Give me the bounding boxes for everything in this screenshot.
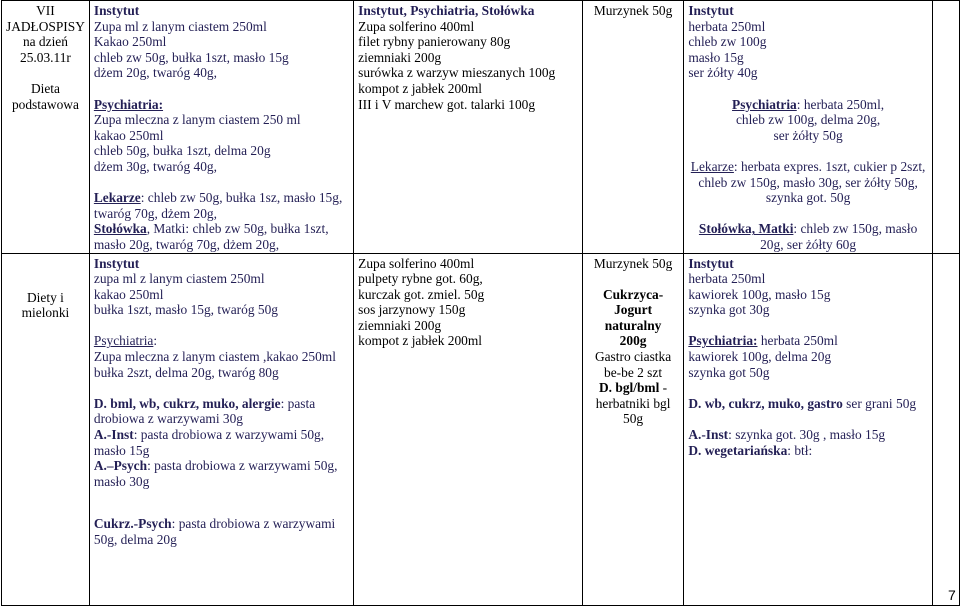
section-heading: Stołówka [93, 221, 147, 237]
menu-line: 50g [623, 411, 644, 427]
menu-line: Murzynek 50g [593, 255, 673, 271]
menu-line: Stołówka, Matki: chleb zw 150g, masło 20g, ser żółty 60g [698, 221, 918, 252]
menu-line: kurczak got. zmiel. 50g [358, 286, 485, 302]
menu-line: masło 15g [688, 49, 744, 65]
section-heading: Cukrz.-Psych [93, 516, 172, 532]
menu-line: zupa ml z lanym ciastem 250ml [93, 271, 265, 287]
section-heading: D. wegetariańska [688, 442, 788, 458]
lunch-cell [354, 1, 583, 254]
menu-line: masło 20g, twaróg 70g, dżem 20g, [93, 236, 280, 252]
diet-label-line: mielonki [21, 305, 70, 321]
day-label-line: 25.03.11r [20, 49, 71, 65]
psychiatria-block [688, 97, 928, 253]
menu-line: kompot z jabłek 200ml [358, 333, 482, 349]
menu-line: 200g [619, 333, 647, 349]
spacer-cell [932, 253, 959, 605]
menu-line: kompot z jabłek 200ml [358, 80, 482, 96]
section-heading: Instytut [93, 255, 140, 271]
menu-line: Cukrz.-Psych: pasta drobiowa z warzywami 50g, delma 20g [93, 516, 336, 547]
menu-line: Zupa mleczna z lanym ciastem 250 ml [93, 112, 301, 128]
menu-line: be-be 2 szt [604, 364, 663, 380]
section-heading: Instytut, Psychiatria, Stołówka [358, 3, 535, 18]
menu-line: Gastro ciastka [594, 349, 672, 365]
day-label-line: na dzień [22, 34, 68, 50]
menu-line: bułka 1szt, masło 15g, twaróg 50g [93, 302, 278, 318]
menu-line: Zupa solferino 400ml [358, 18, 475, 34]
lunch-diet-cell [354, 253, 583, 605]
menu-line: Zupa solferino 400ml [358, 255, 475, 271]
menu-line: Psychiatria: herbata 250ml, [732, 96, 885, 112]
menu-line: kakao 250ml [93, 286, 164, 302]
day-label-line: VII [36, 3, 55, 18]
spacer-cell [932, 1, 959, 254]
table-row [2, 1, 960, 254]
menu-line: Jogurt [614, 302, 653, 318]
menu-line: herbata 250ml [688, 18, 766, 34]
diet-label-line: podstawowa [11, 96, 79, 112]
section-heading: Psychiatria: [93, 96, 164, 112]
section-heading: Lekarze [690, 158, 734, 174]
section-heading: A.–Psych [93, 458, 148, 474]
day-label-line: JADŁOSPISY [6, 18, 85, 34]
menu-line: ser żółty 40g [688, 65, 758, 81]
menu-line: A.-Inst: pasta drobiowa z warzywami 50g, masło 15g [93, 427, 325, 458]
page-number: 7 [948, 587, 956, 603]
section-heading: Psychiatria [93, 333, 154, 349]
menu-line: Zupa mleczna z lanym ciastem ,kakao 250ml [93, 349, 336, 365]
section-heading: Stołówka, Matki [698, 221, 794, 237]
menu-line: D. bgl/bml - [599, 380, 668, 396]
section-heading: A.-Inst [688, 427, 729, 443]
menu-line: Lekarze: herbata expres. 1szt, cukier p 2szt, chleb zw 150g, masło 30g, ser żółty 50g, szynka got. 50g [690, 158, 926, 206]
menu-line: ziemniaki 200g [358, 49, 442, 65]
menu-line: D. bml, wb, cukrz, muko, alergie: pasta drobiowa z warzywami 30g [93, 395, 316, 427]
menu-line: pulpety rybne got. 60g, [358, 271, 483, 287]
menu-line: filet rybny panierowany 80g [358, 34, 511, 50]
menu-line: Psychiatria: [93, 333, 158, 349]
menu-line: kawiorek 100g, masło 15g [688, 286, 831, 302]
menu-line: sos jarzynowy 150g [358, 302, 466, 318]
menu-line: kakao 250ml [93, 127, 164, 143]
menu-line: ziemniaki 200g [358, 317, 442, 333]
diet-label-line: Dieta [30, 80, 60, 96]
menu-line: D. wb, cukrz, muko, gastro ser grani 50g [688, 395, 917, 411]
menu-line: D. wegetariańska: btł: [688, 442, 813, 458]
menu-line: szynka got 30g [688, 302, 770, 318]
menu-line: kawiorek 100g, delma 20g [688, 349, 832, 365]
menu-line: Cukrzyca- [602, 286, 664, 302]
menu-line: dżem 20g, twaróg 40g, [93, 65, 217, 81]
section-heading: D. wb, cukrz, muko, gastro [688, 395, 843, 411]
menu-line: ser żółty 50g [773, 127, 843, 143]
menu-line: naturalny [604, 317, 662, 333]
section-heading: D. bgl/bml [599, 380, 660, 396]
section-heading: A.-Inst [93, 427, 134, 443]
menu-line: twaróg 70g, dżem 20g, [93, 205, 217, 221]
section-heading: Instytut [688, 3, 734, 18]
section-heading: Psychiatria [732, 96, 797, 112]
menu-line: Zupa ml z lanym ciastem 250ml [93, 18, 267, 34]
menu-line: A.-Inst: szynka got. 30g , masło 15g [688, 427, 886, 443]
section-heading: Lekarze [93, 190, 141, 206]
table-row [2, 253, 960, 605]
menu-line: herbatniki bgl [595, 395, 671, 411]
menu-line: herbata 250ml [688, 271, 766, 287]
menu-line: chleb zw 100g, delma 20g, [735, 112, 881, 128]
dinner-diet-cell [684, 253, 933, 605]
diet-label-line: Diety i [27, 289, 64, 305]
menu-line: A.–Psych: pasta drobiowa z warzywami 50g, masło 30g [93, 458, 338, 489]
section-heading: D. bml, wb, cukrz, muko, alergie [93, 395, 281, 411]
diet-label-cell [2, 253, 90, 605]
menu-line: surówka z warzyw mieszanych 100g [358, 65, 556, 81]
section-heading: Instytut [93, 3, 140, 18]
menu-line: szynka got 50g [688, 364, 770, 380]
menu-line: chleb zw 100g [688, 34, 767, 50]
section-heading: Instytut [688, 255, 734, 271]
menu-line: chleb zw 50g, bułka 1szt, masło 15g [93, 49, 289, 65]
snack-diet-cell [582, 253, 684, 605]
menu-line: Murzynek 50g [593, 3, 673, 18]
menu-line: III i V marchew got. talarki 100g [358, 96, 536, 112]
menu-line: Lekarze: chleb zw 50g, bułka 1sz, masło 15g, [93, 190, 343, 206]
menu-line: Stołówka, Matki: chleb zw 50g, bułka 1szt, [93, 221, 329, 237]
menu-table [1, 0, 960, 606]
menu-line: Psychiatria: herbata 250ml [688, 333, 838, 349]
menu-line: chleb 50g, bułka 1szt, delma 20g [93, 143, 271, 159]
breakfast-cell [89, 1, 353, 254]
dinner-cell [684, 1, 933, 254]
breakfast-diet-cell [89, 253, 353, 605]
menu-line: dżem 30g, twaróg 40g, [93, 158, 217, 174]
menu-line: bułka 2szt, delma 20g, twaróg 80g [93, 364, 279, 380]
section-heading: Psychiatria: [688, 333, 758, 349]
day-label-cell [2, 1, 90, 254]
snack-cell [582, 1, 684, 254]
menu-line: Kakao 250ml [93, 34, 167, 50]
